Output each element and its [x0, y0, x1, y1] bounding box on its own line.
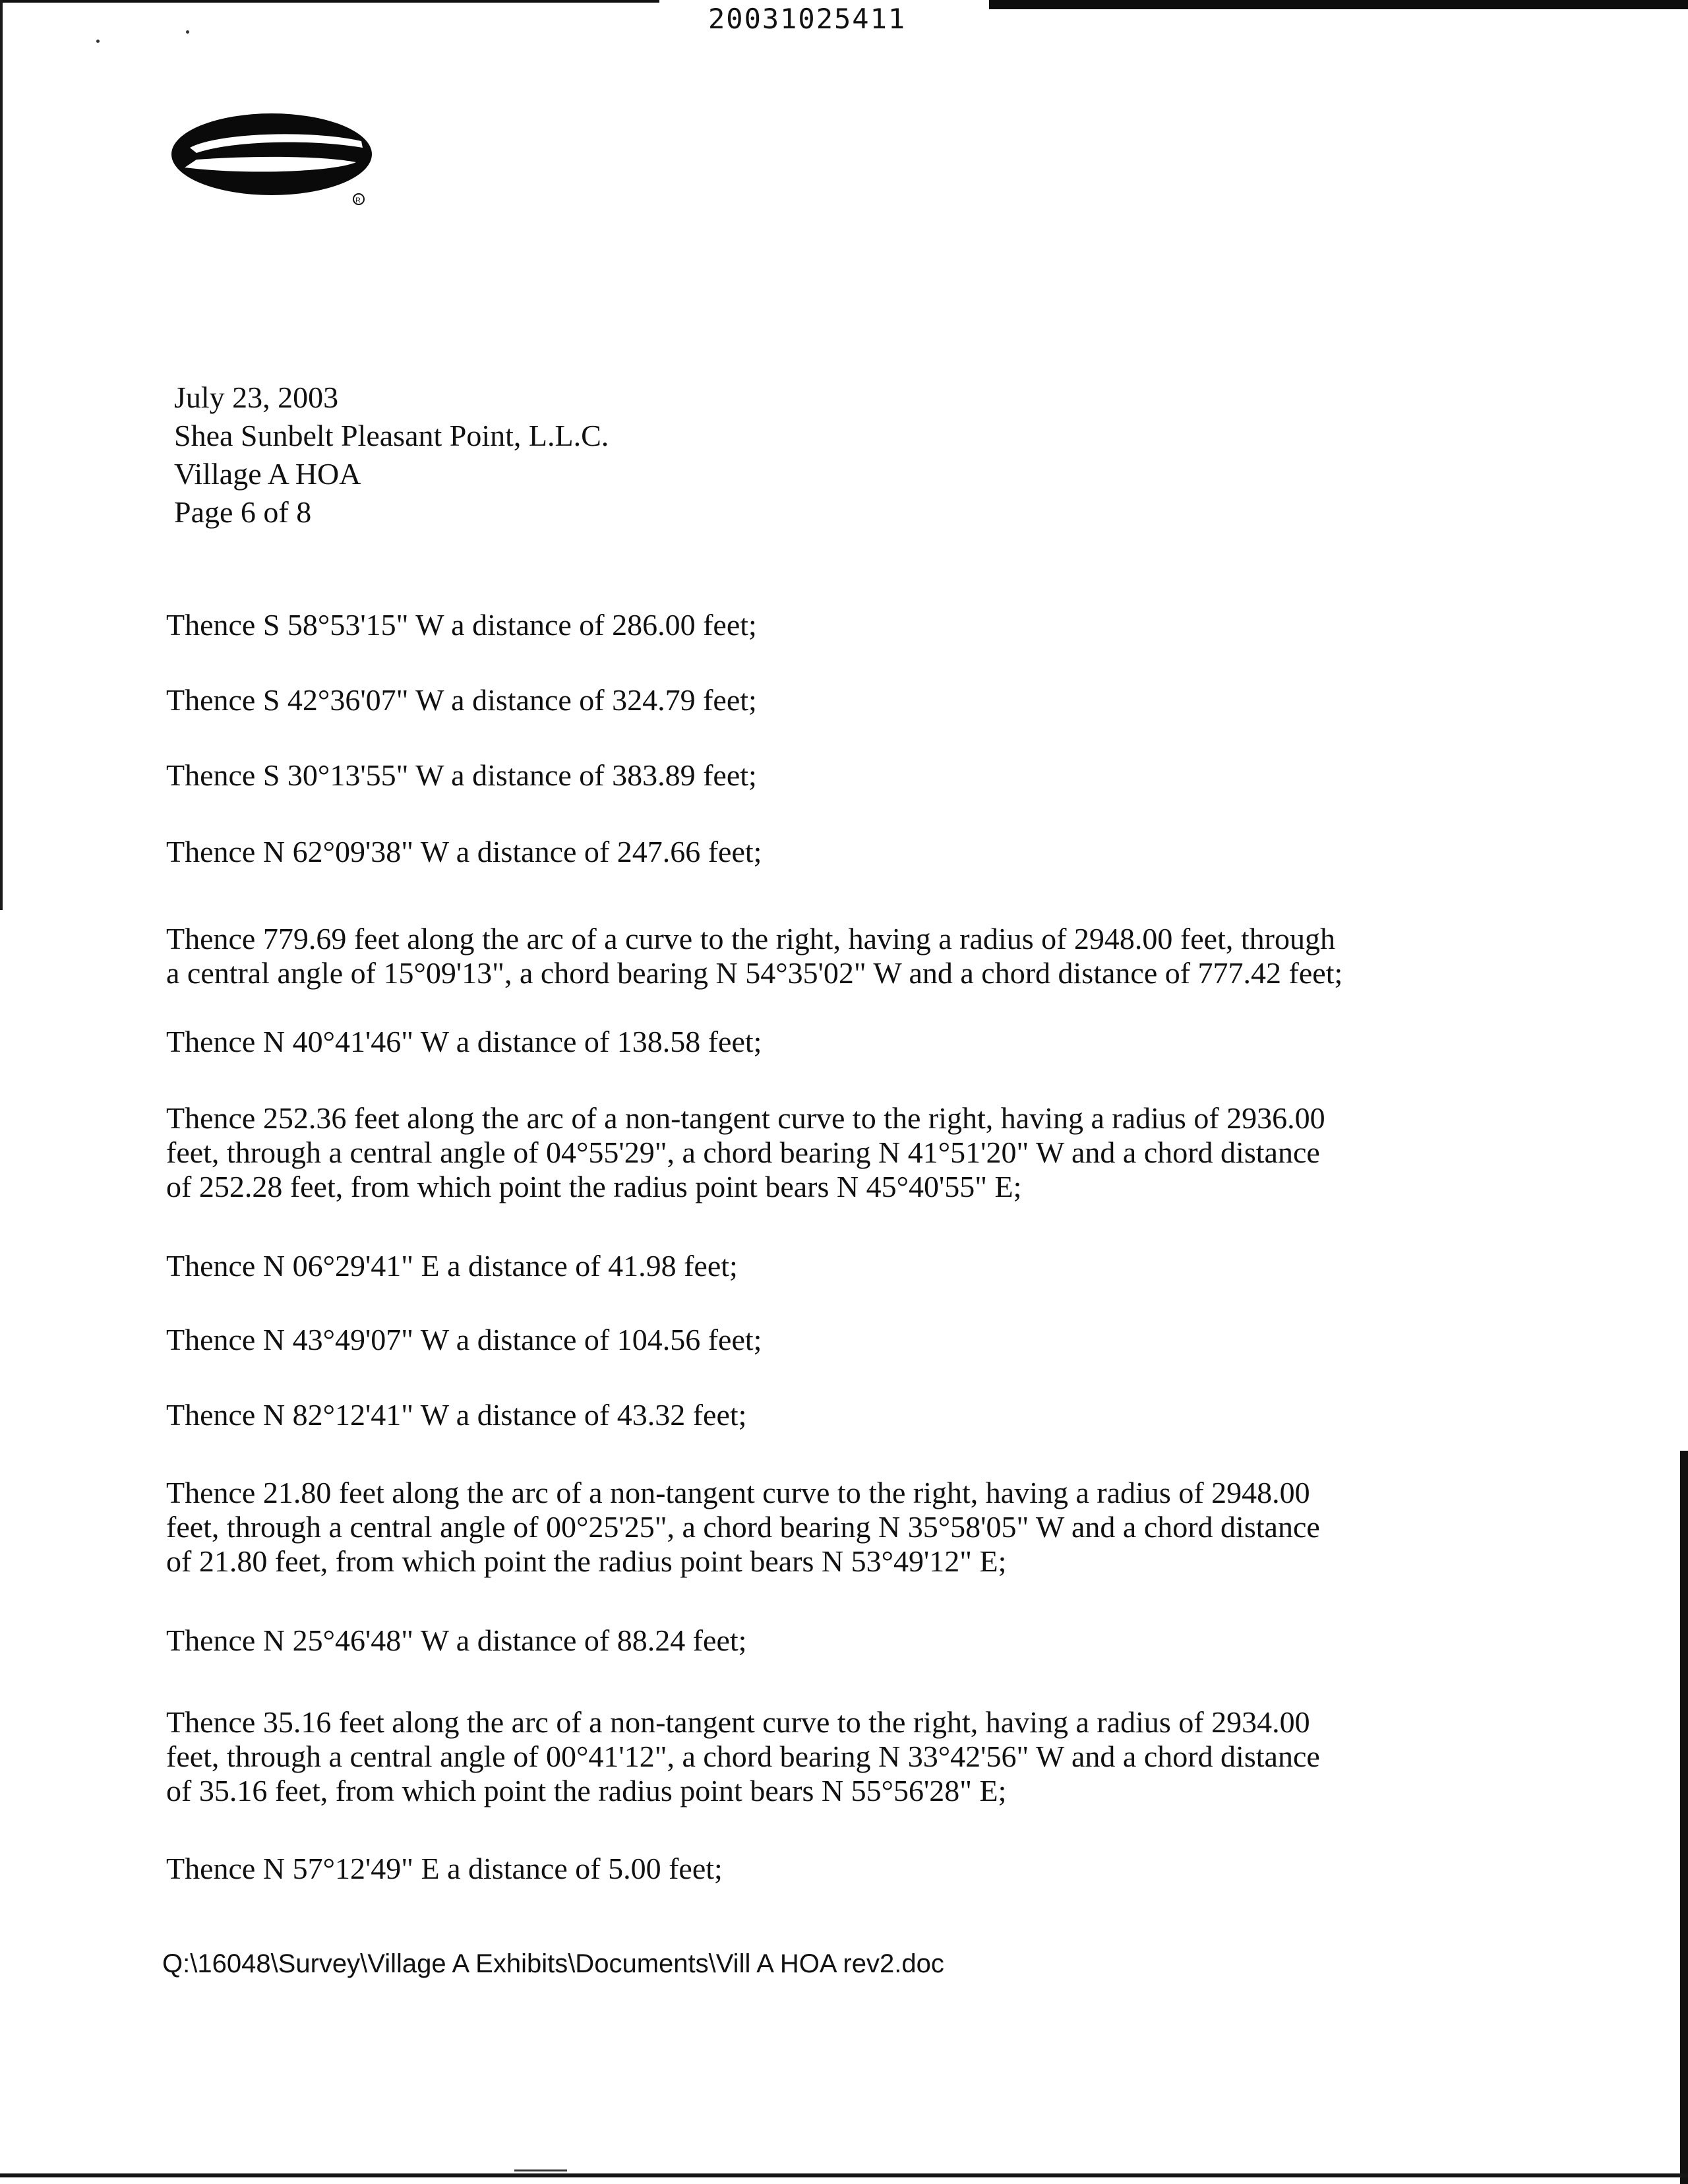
course-paragraph: Thence N 40°41'46" W a distance of 138.58 feet; [166, 1025, 762, 1058]
letter-project: Village A HOA [174, 457, 361, 491]
scan-speck [96, 40, 100, 43]
course-paragraph: Thence S 42°36'07" W a distance of 324.79 feet; [166, 683, 757, 717]
scan-edge-right [1680, 1451, 1688, 2184]
curve-paragraph: Thence 252.36 feet along the arc of a non-tangent curve to the right, having a radius of 2936.00 feet, through a central angle of 04°55'29", a chord bearing N 41°51'20" W and a chord distance of 252.28 feet, from which point the radius point bears N 45°40'55" E; [166, 1101, 1325, 1203]
company-s-logo [170, 107, 381, 212]
letter-page-number: Page 6 of 8 [174, 495, 312, 529]
course-paragraph: Thence N 43°49'07" W a distance of 104.56 feet; [166, 1323, 762, 1356]
svg-text:R: R [355, 197, 361, 204]
scan-edge-left [0, 0, 3, 910]
course-paragraph: Thence S 58°53'15" W a distance of 286.00 feet; [166, 608, 757, 642]
curve-paragraph: Thence 35.16 feet along the arc of a non-tangent curve to the right, having a radius of 2934.00 feet, through a central angle of 00°41'12", a chord bearing N 33°42'56" W and a chord distance of 35.16 feet, from which point the radius point bears N 55°56'28" E; [166, 1705, 1320, 1807]
scan-speck [186, 30, 189, 34]
letter-company: Shea Sunbelt Pleasant Point, L.L.C. [174, 419, 609, 452]
course-paragraph: Thence S 30°13'55" W a distance of 383.89 feet; [166, 758, 757, 792]
curve-paragraph: Thence 21.80 feet along the arc of a non-tangent curve to the right, having a radius of 2948.00 feet, through a central angle of 00°25'25", a chord bearing N 35°58'05" W and a chord distance of 21.80 feet, from which point the radius point bears N 53°49'12" E; [166, 1476, 1320, 1578]
scan-edge-top-left [0, 0, 659, 3]
scan-edge-bottom [0, 2173, 1688, 2177]
letter-date: July 23, 2003 [174, 380, 339, 414]
document-file-path: Q:\16048\Survey\Village A Exhibits\Documents\Vill A HOA rev2.doc [162, 1949, 944, 1978]
course-paragraph: Thence N 62°09'38" W a distance of 247.66 feet; [166, 835, 762, 868]
course-paragraph: Thence N 25°46'48" W a distance of 88.24 feet; [166, 1623, 747, 1657]
course-paragraph: Thence N 82°12'41" W a distance of 43.32 feet; [166, 1398, 747, 1432]
curve-paragraph: Thence 779.69 feet along the arc of a curve to the right, having a radius of 2948.00 feet, through a central angle of 15°09'13", a chord bearing N 54°35'02" W and a chord distance of 777.42 feet; [166, 922, 1343, 990]
scan-edge-top-right [989, 0, 1688, 9]
course-paragraph: Thence N 57°12'49" E a distance of 5.00 feet; [166, 1852, 723, 1885]
scan-mark [514, 2169, 567, 2171]
course-paragraph: Thence N 06°29'41" E a distance of 41.98 feet; [166, 1249, 738, 1283]
document-number: 20031025411 [708, 3, 907, 35]
letter-header [174, 379, 609, 531]
